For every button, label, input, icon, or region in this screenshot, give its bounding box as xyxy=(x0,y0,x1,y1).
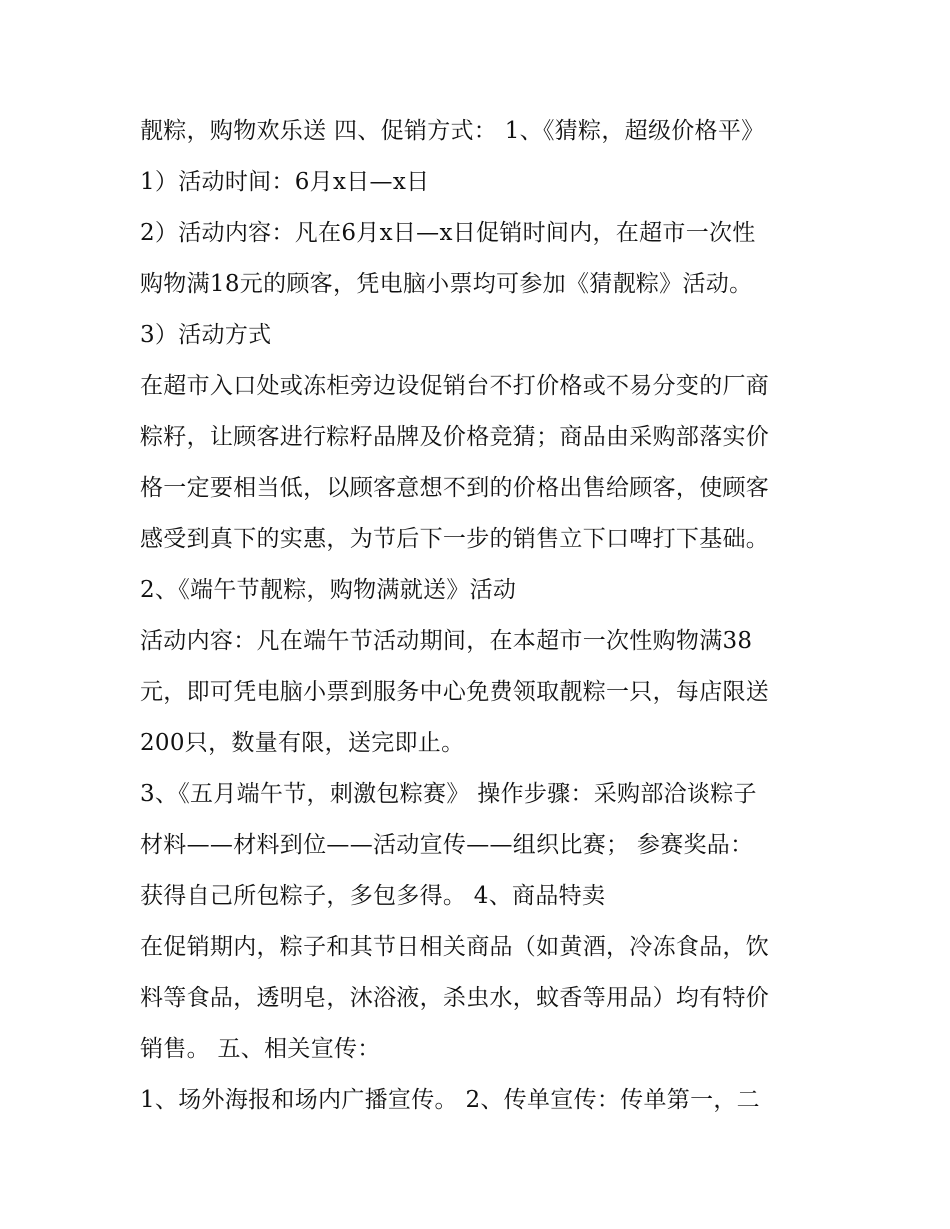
text-line: 2、《端午节靓粽，购物满就送》活动 xyxy=(140,577,517,603)
text-line: 销售。 五、相关宣传： xyxy=(140,1036,381,1062)
text-line: 3、《五月端午节，刺激包粽赛》 操作步骤：采购部洽谈粽子 xyxy=(140,781,757,807)
document-body xyxy=(140,106,820,1126)
text-line: 2）活动内容：凡在6月x日—x日促销时间内，在超市一次性 xyxy=(140,220,756,246)
text-line: 元，即可凭电脑小票到服务中心免费领取靓粽一只，每店限送 xyxy=(140,679,770,705)
text-line: 粽籽，让顾客进行粽籽品牌及价格竞猜；商品由采购部落实价 xyxy=(140,424,770,450)
text-line: 1）活动时间：6月x日—x日 xyxy=(140,169,430,195)
text-line: 1、场外海报和场内广播宣传。 2、传单宣传：传单第一，二 xyxy=(140,1087,760,1113)
text-line: 感受到真下的实惠，为节后下一步的销售立下口啤打下基础。 xyxy=(140,526,770,552)
text-line: 购物满18元的顾客，凭电脑小票均可参加《猜靓粽》活动。 xyxy=(140,271,753,297)
text-line: 靓粽，购物欢乐送 四、促销方式： 1、《猜粽，超级价格平》 xyxy=(140,118,765,144)
text-line: 材料——材料到位——活动宣传——组织比赛； 参赛奖品： xyxy=(140,832,754,858)
text-line: 活动内容：凡在端午节活动期间，在本超市一次性购物满38 xyxy=(140,628,753,654)
text-line: 获得自己所包粽子，多包多得。 4、商品特卖 xyxy=(140,883,606,909)
text-line: 料等食品，透明皂，沐浴液，杀虫水，蚊香等用品）均有特价 xyxy=(140,985,770,1011)
text-line: 200只，数量有限，送完即止。 xyxy=(140,730,465,756)
text-line: 在超市入口处或冻柜旁边设促销台不打价格或不易分变的厂商 xyxy=(140,373,770,399)
text-line: 格一定要相当低，以顾客意想不到的价格出售给顾客，使顾客 xyxy=(140,475,770,501)
text-line: 3）活动方式 xyxy=(140,322,272,348)
text-line: 在促销期内，粽子和其节日相关商品（如黄酒，冷冻食品，饮 xyxy=(140,934,770,960)
